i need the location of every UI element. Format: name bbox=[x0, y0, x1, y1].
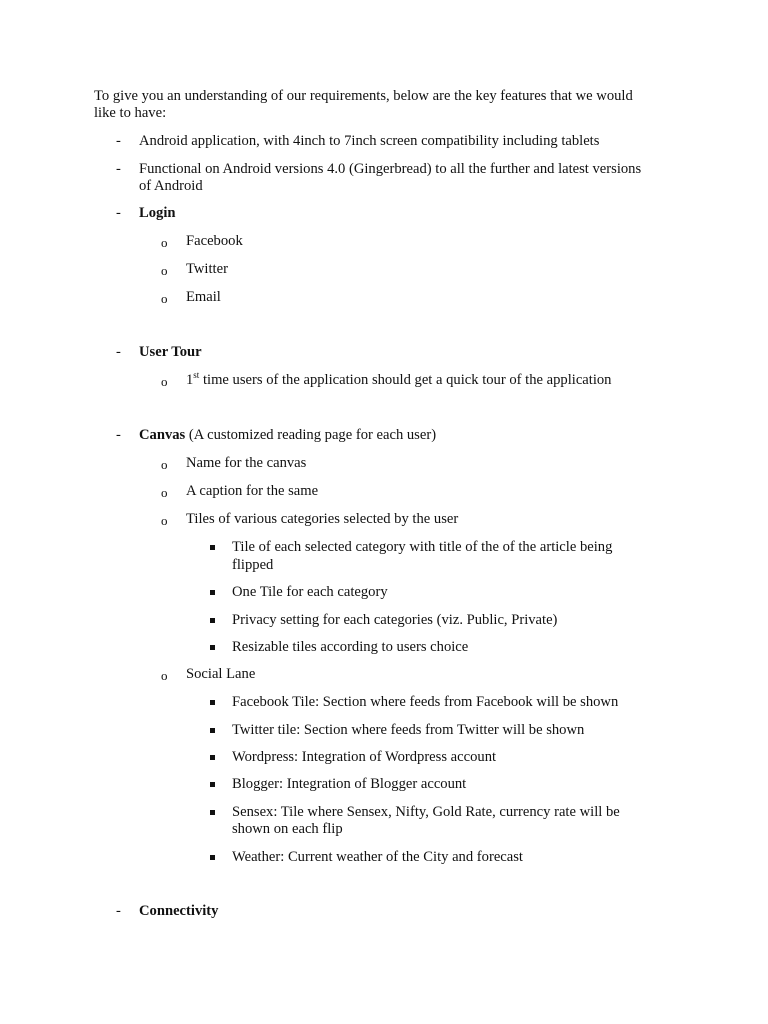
social-twitter-tile: Twitter tile: Section where feeds from Twitter will be shown bbox=[232, 722, 585, 738]
square-bullet bbox=[210, 782, 215, 787]
circle-bullet: o bbox=[161, 457, 168, 472]
item-versions-line-1: Functional on Android versions 4.0 (Gingerbread) to all the further and latest versions bbox=[139, 161, 642, 177]
circle-bullet: o bbox=[161, 668, 168, 683]
dash-bullet: - bbox=[116, 205, 121, 221]
square-bullet bbox=[210, 618, 215, 623]
square-bullet bbox=[210, 645, 215, 650]
canvas-caption: A caption for the same bbox=[186, 483, 319, 499]
square-bullet bbox=[210, 810, 215, 815]
canvas-name: Name for the canvas bbox=[186, 455, 307, 471]
tile-each-category-line-1: Tile of each selected category with title of the of the article being bbox=[232, 539, 613, 555]
tile-each-category-line-2: flipped bbox=[232, 557, 274, 573]
social-sensex-line-1: Sensex: Tile where Sensex, Nifty, Gold Rate, currency rate will be bbox=[232, 804, 620, 820]
circle-bullet: o bbox=[161, 374, 168, 389]
tile-resizable: Resizable tiles according to users choice bbox=[232, 639, 469, 655]
item-android: Android application, with 4inch to 7inch screen compatibility including tablets bbox=[139, 133, 600, 149]
canvas-tiles: Tiles of various categories selected by the user bbox=[186, 511, 459, 527]
square-bullet bbox=[210, 855, 215, 860]
social-sensex-line-2: shown on each flip bbox=[232, 821, 343, 837]
circle-bullet: o bbox=[161, 263, 168, 278]
intro-line-1: To give you an understanding of our requirements, below are the key features that we would bbox=[94, 88, 633, 104]
square-bullet bbox=[210, 755, 215, 760]
dash-bullet: - bbox=[116, 133, 121, 149]
tile-one-per-category: One Tile for each category bbox=[232, 584, 388, 600]
circle-bullet: o bbox=[161, 485, 168, 500]
dash-bullet: - bbox=[116, 161, 121, 177]
social-wordpress: Wordpress: Integration of Wordpress account bbox=[232, 749, 497, 765]
circle-bullet: o bbox=[161, 291, 168, 306]
square-bullet bbox=[210, 728, 215, 733]
circle-bullet: o bbox=[161, 235, 168, 250]
heading-connectivity: Connectivity bbox=[139, 903, 219, 919]
square-bullet bbox=[210, 590, 215, 595]
canvas-heading-line bbox=[139, 427, 436, 444]
tile-privacy-setting: Privacy setting for each categories (viz. Public, Private) bbox=[232, 612, 558, 628]
social-blogger: Blogger: Integration of Blogger account bbox=[232, 776, 467, 792]
dash-bullet: - bbox=[116, 903, 121, 919]
dash-bullet: - bbox=[116, 344, 121, 360]
circle-bullet: o bbox=[161, 513, 168, 528]
canvas-description: (A customized reading page for each user) bbox=[185, 427, 437, 443]
heading-user-tour: User Tour bbox=[139, 344, 202, 360]
intro-line-2: like to have: bbox=[94, 105, 167, 121]
login-twitter: Twitter bbox=[186, 261, 228, 277]
social-weather: Weather: Current weather of the City and forecast bbox=[232, 849, 523, 865]
social-lane: Social Lane bbox=[186, 666, 256, 682]
login-facebook: Facebook bbox=[186, 233, 243, 249]
user-tour-description: 1st time users of the application should get a quick tour of the application bbox=[186, 370, 612, 388]
square-bullet bbox=[210, 700, 215, 705]
dash-bullet: - bbox=[116, 427, 121, 443]
square-bullet bbox=[210, 545, 215, 550]
login-email: Email bbox=[186, 289, 221, 305]
item-versions-line-2: of Android bbox=[139, 178, 203, 194]
social-facebook-tile: Facebook Tile: Section where feeds from Facebook will be shown bbox=[232, 694, 619, 710]
heading-login: Login bbox=[139, 205, 176, 221]
heading-canvas: Canvas bbox=[139, 427, 186, 443]
